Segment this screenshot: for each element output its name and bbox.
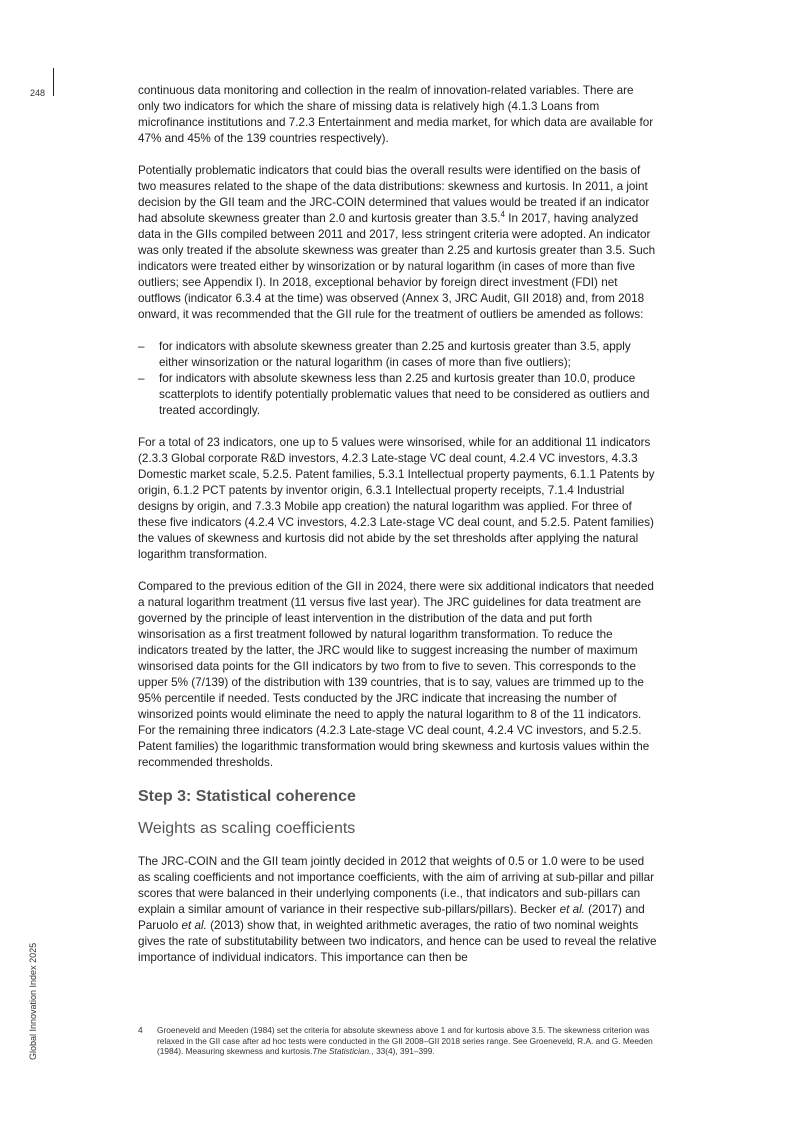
running-title: Global Innovation Index 2025	[28, 942, 38, 1060]
paragraph-weights	[138, 854, 658, 966]
paragraph-comparison-2024: Compared to the previous edition of the GII in 2024, there were six additional indicators that needed a natural logarithm treatment (11 versus five last year). The JRC guidelines for data treatment are governed by the principle of least intervention in the distribution of the data and put forth winsorisation as a first treatment followed by natural logarithm transformation. To reduce the indicators treated by the latter, the JRC would like to suggest increasing the number of maximum winsorised data points for the GII indicators by two from to five to seven. This corresponds to the upper 5% (7/139) of the distribution with 139 countries, that is to say, values are trimmed up to the 95% percentile if needed. Tests conducted by the JRC indicate that increasing the number of winsorized points would eliminate the need to apply the natural logarithm to 8 of the 11 indicators. For the remaining three indicators (4.2.3 Late-stage VC deal count, 4.2.4 VC investors, and 5.2.5. Patent families) the logarithmic transformation would bring skewness and kurtosis values within the recommended thresholds.	[138, 580, 654, 769]
paragraph-text: (2013) show that, in weighted arithmetic averages, the ratio of two nominal weights gives the rate of substitutability between two indicators, and hence can be used to reveal the relative importance of individual indicators. This importance can then be	[138, 919, 657, 964]
paragraph-text: In 2017, having analyzed data in the GIIs compiled between 2011 and 2017, less stringent criteria were adopted. An indicator was only treated if the absolute skewness was greater than 2.25 and kurtosis greater than 3.5. Such indicators were treated either by winsorization or by natural logarithm (in cases of more than five outliers; see Appendix I). In 2018, exceptional behavior by foreign direct investment (FDI) net outflows (indicator 6.3.4 at the time) was observed (Annex 3, JRC Audit, GII 2018) and, from 2018 onward, it was recommended that the GII rule for the treatment of outliers be amended as follows:	[138, 212, 656, 321]
paragraph-data-monitoring: continuous data monitoring and collection in the realm of innovation-related variables. There are only two indicators for which the share of missing data is relatively high (4.1.3 Loans from microfinance institutions and 7.2.3 Entertainment and media market, for which data are available for 47% and 45% of the 139 countries respectively).	[138, 84, 654, 145]
dash-bullet: –	[138, 340, 145, 353]
footnote	[138, 1025, 658, 1057]
list-item	[138, 371, 658, 419]
subsection-heading: Weights as scaling coefficients	[138, 820, 356, 837]
dash-bullet: –	[138, 372, 145, 385]
outlier-rules-list	[138, 339, 658, 419]
section-heading: Step 3: Statistical coherence	[138, 788, 356, 805]
paragraph-text: (2017) and Paruolo	[138, 903, 645, 932]
footnote-reference: 4	[500, 210, 505, 220]
paragraph-text: Potentially problematic indicators that could bias the overall results were identified on the basis of two measures related to the shape of the data distributions: skewness and kurtosis. In 2011, a joint decision by the GII team and the JRC-COIN determined that values would be treated if an indicator had absolute skewness greater than 2.0 and kurtosis greater than 3.5.	[138, 164, 650, 225]
list-item	[138, 339, 658, 371]
margin-rule	[53, 68, 54, 96]
main-content	[138, 83, 658, 982]
footnote-text-part: Groeneveld and Meeden (1984) set the criteria for absolute skewness above 1 and for kurtosis above 3.5. The skewness criterion was relaxed in the GII case after ad hoc tests were conducted in the GII 2008–GII 2018 series range. See Groeneveld, R.A. and G. Meeden (1984). Measuring skewness and kurtosis.	[157, 1025, 653, 1056]
paragraph-text: The JRC-COIN and the GII team jointly decided in 2012 that weights of 0.5 or 1.0 were to be used as scaling coefficients and not importance coefficients, with the aim of arriving at sub-pillar and pillar scores that were balanced in their underlying components (i.e., that indicators and sub-pillars can explain a similar amount of variance in their respective sub-pillars/pillars). Becker	[138, 855, 655, 916]
page-number: 248	[30, 88, 46, 98]
list-item-text: for indicators with absolute skewness greater than 2.25 and kurtosis greater than 3.5, apply either winsorization or the natural logarithm (in cases of more than five outliers);	[159, 340, 631, 369]
italic-text: et al.	[559, 903, 585, 916]
footnote-number: 4	[138, 1025, 143, 1035]
footnote-text	[157, 1025, 658, 1057]
italic-text: et al.	[181, 919, 207, 932]
paragraph-problematic-indicators	[138, 163, 658, 323]
footnote-text-part: , 33(4), 391–399.	[371, 1046, 435, 1056]
paragraph-treated-indicators: For a total of 23 indicators, one up to 5 values were winsorised, while for an additional 11 indicators (2.3.3 Global corporate R&D investors, 4.2.3 Late-stage VC deal count, 4.2.4 VC investors, 4.3.3 Domestic market scale, 5.2.5. Patent families, 5.3.1 Intellectual property payments, 6.1.1 Patents by origin, 6.1.2 PCT patents by inventor origin, 6.3.1 Intellectual property receipts, 7.1.4 Industrial designs by origin, and 7.3.3 Mobile app creation) the natural logarithm was applied. For three of these five indicators (4.2.4 VC investors, 4.2.3 Late-stage VC deal count, and 5.2.5. Patent families) the values of skewness and kurtosis did not abide by the set thresholds after applying the natural logarithm transformation.	[138, 436, 655, 561]
journal-title: The Statistician.	[312, 1046, 372, 1056]
list-item-text: for indicators with absolute skewness less than 2.25 and kurtosis greater than 10.0, produce scatterplots to identify potentially problematic values that need to be considered as outliers and treated accordingly.	[159, 372, 650, 417]
